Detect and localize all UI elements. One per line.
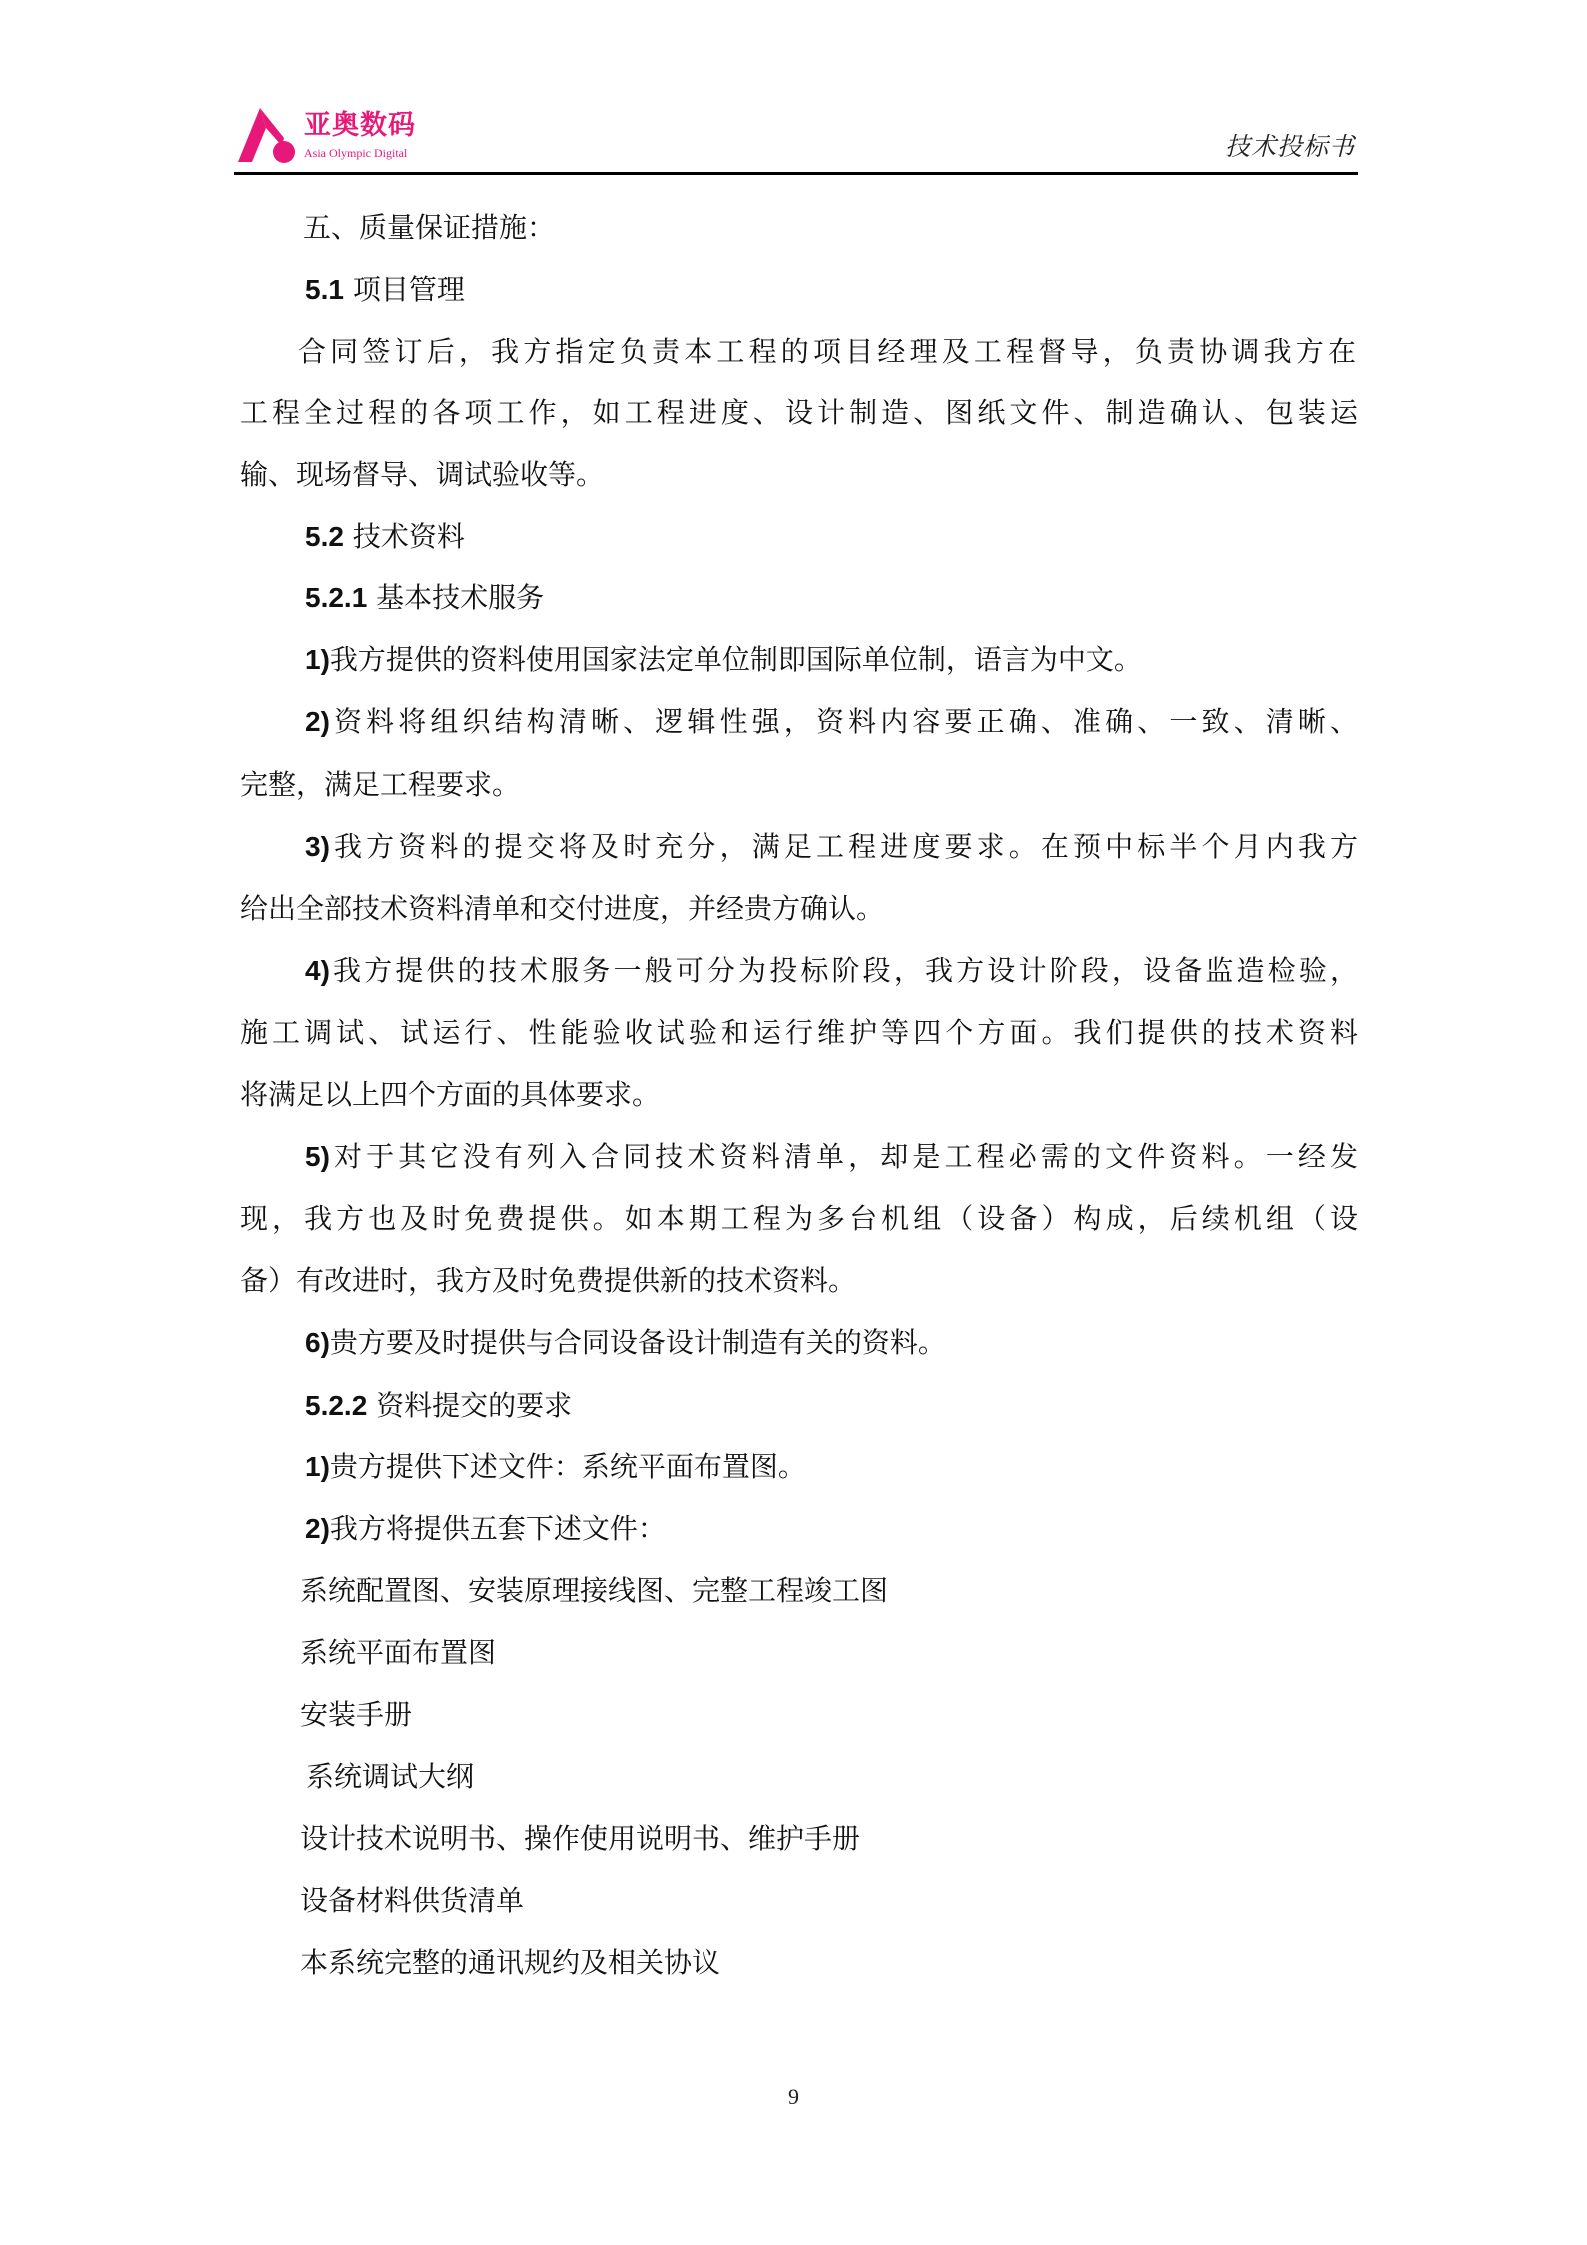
deliverable-item: 本系统完整的通讯规约及相关协议 bbox=[300, 1946, 721, 1979]
heading-number: 5.2 bbox=[305, 521, 344, 552]
item-text: 我方提供的技术服务一般可分为投标阶段，我方设计阶段，设备监造检验， bbox=[329, 954, 1358, 987]
paragraph-line: 合同签订后，我方指定负责本工程的项目经理及工程督导，负责协调我方在 bbox=[298, 335, 1356, 368]
deliverable-item: 设计技术说明书、操作使用说明书、维护手册 bbox=[300, 1822, 861, 1855]
section-heading: 五、质量保证措施： bbox=[303, 211, 556, 244]
item-text: 资料将组织结构清晰、逻辑性强，资料内容要正确、准确、一致、清晰、 bbox=[329, 705, 1358, 738]
heading-number: 5.1 bbox=[305, 274, 344, 305]
list-item-continuation: 现，我方也及时免费提供。如本期工程为多台机组（设备）构成，后续机组（设 bbox=[240, 1202, 1358, 1235]
logo-chinese-name: 亚奥数码 bbox=[304, 110, 416, 141]
subsection-heading-5-2-1 bbox=[305, 580, 544, 616]
item-text: 我方将提供五套下述文件： bbox=[329, 1512, 666, 1545]
list-item bbox=[305, 704, 1358, 740]
item-text: 贵方提供下述文件：系统平面布置图。 bbox=[329, 1450, 806, 1483]
list-item bbox=[305, 1511, 666, 1547]
list-item bbox=[305, 829, 1358, 865]
item-text: 贵方要及时提供与合同设备设计制造有关的资料。 bbox=[329, 1326, 946, 1359]
list-item bbox=[305, 1325, 946, 1361]
list-item-continuation: 完整，满足工程要求。 bbox=[240, 768, 521, 801]
item-number: 2) bbox=[305, 706, 330, 737]
heading-text: 技术资料 bbox=[343, 520, 465, 553]
logo-english-name: Asia Olympic Digital bbox=[304, 146, 408, 160]
heading-text: 资料提交的要求 bbox=[367, 1389, 573, 1422]
page-number: 9 bbox=[788, 2084, 799, 2109]
document-title: 技术投标书 bbox=[1224, 132, 1355, 161]
company-logo bbox=[238, 108, 438, 168]
list-item bbox=[305, 1449, 806, 1485]
deliverable-item: 安装手册 bbox=[300, 1698, 413, 1731]
item-number: 5) bbox=[305, 1141, 330, 1172]
heading-number: 5.2.1 bbox=[305, 582, 368, 613]
subsection-heading-5-2 bbox=[305, 519, 465, 555]
list-item-continuation: 备）有改进时，我方及时免费提供新的技术资料。 bbox=[240, 1264, 857, 1297]
item-text: 我方提供的资料使用国家法定单位制即国际单位制，语言为中文。 bbox=[329, 643, 1142, 676]
list-item-continuation: 给出全部技术资料清单和交付进度，并经贵方确认。 bbox=[240, 892, 885, 925]
paragraph-line: 输、现场督导、调试验收等。 bbox=[240, 458, 605, 491]
heading-number: 5.2.2 bbox=[305, 1390, 368, 1421]
list-item bbox=[305, 642, 1142, 678]
subsection-heading-5-1 bbox=[305, 272, 465, 308]
item-number: 4) bbox=[305, 955, 330, 986]
item-number: 1) bbox=[305, 644, 330, 675]
deliverable-item: 系统配置图、安装原理接线图、完整工程竣工图 bbox=[300, 1574, 889, 1607]
item-number: 2) bbox=[305, 1513, 330, 1544]
deliverable-item: 系统调试大纲 bbox=[306, 1760, 475, 1793]
item-number: 6) bbox=[305, 1327, 330, 1358]
heading-text: 项目管理 bbox=[343, 273, 465, 306]
list-item bbox=[305, 1139, 1358, 1175]
list-item-continuation: 施工调试、试运行、性能验收试验和运行维护等四个方面。我们提供的技术资料 bbox=[240, 1016, 1358, 1049]
item-number: 1) bbox=[305, 1451, 330, 1482]
header-divider bbox=[234, 172, 1358, 175]
deliverable-item: 系统平面布置图 bbox=[300, 1636, 497, 1669]
logo-triangle-icon bbox=[238, 108, 298, 164]
deliverable-item: 设备材料供货清单 bbox=[300, 1884, 525, 1917]
item-text: 对于其它没有列入合同技术资料清单，却是工程必需的文件资料。一经发 bbox=[329, 1140, 1358, 1173]
paragraph-line: 工程全过程的各项工作，如工程进度、设计制造、图纸文件、制造确认、包装运 bbox=[240, 396, 1358, 429]
subsection-heading-5-2-2 bbox=[305, 1388, 572, 1424]
list-item bbox=[305, 953, 1358, 989]
list-item-continuation: 将满足以上四个方面的具体要求。 bbox=[240, 1078, 661, 1111]
item-text: 我方资料的提交将及时充分，满足工程进度要求。在预中标半个月内我方 bbox=[329, 830, 1358, 863]
item-number: 3) bbox=[305, 831, 330, 862]
heading-text: 基本技术服务 bbox=[367, 581, 545, 614]
